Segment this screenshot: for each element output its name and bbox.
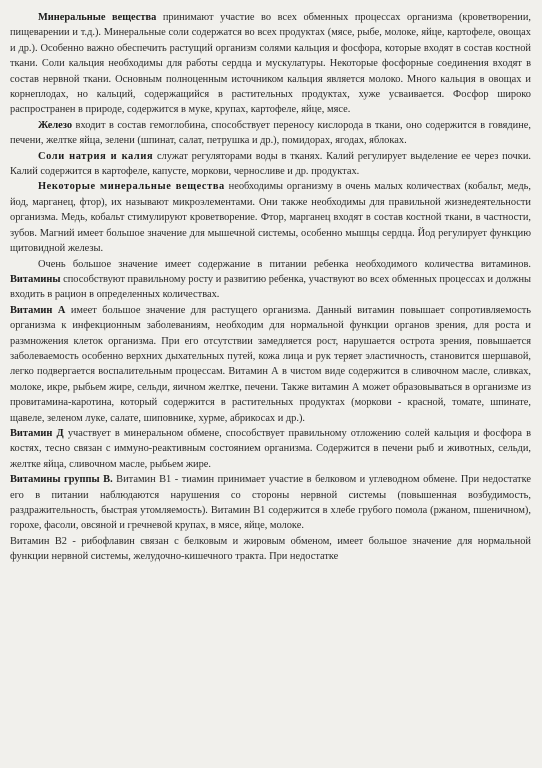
text-run: Витамин В1 - тиамин принимает участие в белковом и углеводном обмене. При недостатке его в питании наблюдаются нарушения со стороны нервной системы (повышенная возбудимость, раздражительность, быстрая утомляемость). Витамин В1 содержится в хлебе грубого помола (ржаном, пшеничном), горохе, фасоли, овсяной и гречневой крупах, в мясе, яйце, молоке.	[10, 474, 531, 532]
paragraph-vitamin-b	[10, 472, 531, 534]
text-run: имеет большое значение для растущего организма. Данный витамин повышает сопротивляемость организма к инфекционным заболеваниям, необходим для нормальной функции органов зрения, для роста и размножения клеток организма. При его отсутствии замедляется рост, нарушается острота зрения, повышается заболеваемость особенно верхних дыхательных путей, кожа лица и рук теряет эластичность, становится шершавой, легко подвергается воспалительным процессам. Витамин А в чистом виде содержится в сливочном масле, сливках, молоке, икре, рыбьем жире, сельди, яичном желтке, печени. Также витамин А может образовываться в организме из провитамина-каротина, который содержится в растительных продуктах (моркови - красной, томате, шпинате, щавеле, зеленом луке, салате, шиповнике, хурме, абрикосах и др.).	[10, 304, 531, 424]
bold-term: Минеральные вещества	[38, 12, 157, 23]
paragraph-microelements	[10, 179, 531, 256]
text-run: входит в состав гемоглобина, способствует переносу кислорода в ткани, оно содержится в говядине, печени, желтке яйца, зелени (шпинат, салат, петрушка и др.), помидорах, ягодах, яблоках.	[10, 119, 531, 147]
text-run: необходимы организму в очень малых количествах (кобальт, медь, йод, марганец, фтор), их называют микроэлементами. Они также необходимы для правильной жизнедеятельности организма. Медь, кобальт стимулируют кроветворение. Фтор, марганец входят в состав костной ткани, в частности, зубов. Магний имеет большое значение для мышечной системы, особенно мышцы сердца. Йод регулирует функцию щитовидной железы.	[10, 181, 531, 255]
bold-term: Некоторые минеральные вещества	[38, 181, 225, 193]
paragraph-vitamin-d	[10, 426, 531, 472]
paragraph-iron	[10, 118, 531, 149]
bold-term: Витамин Д	[10, 427, 64, 439]
paragraph-sodium-potassium	[10, 149, 531, 180]
text-run: принимают участие во всех обменных процессах организма (кроветворении, пищеварении и т.д.). Минеральные соли содержатся во всех продуктах (мясе, рыбе, молоке, яйце, картофеле, овощах и др.). Особенно важно обеспечить растущий организм солями кальция и фосфора, которые входят в состав костной ткани. Соли кальция необходимы для работы сердца и мускулатуры. Некоторые фосфорные соединения входят в состав нервной ткани. Основным полноценным источником кальция является молоко. Много кальция в овощах и корнеплодах, но кальций, содержащийся в растительных продуктах, хуже усваивается. Фосфор широко распространен в природе, содержится в муке, крупах, картофеле, яйце, мясе.	[10, 12, 531, 116]
bold-term: Железо	[38, 119, 73, 131]
paragraph-vitamin-b2	[10, 534, 531, 565]
text-run: Витамин В2 - рибофлавин связан с белковым и жировым обменом, имеет большое значение для нормальной функции нервной системы, желудочно-кишечного тракта. При недостатке	[10, 535, 531, 563]
text-run: способствуют правильному росту и развитию ребенка, участвуют во всех обменных процессах и должны входить в рацион в определенных количествах.	[10, 273, 531, 301]
bold-term: Витамины группы В.	[10, 474, 113, 486]
text-run: Очень большое значение имеет содержание в питании ребенка необходимого количества витаминов.	[38, 258, 531, 270]
bold-term: Витамины	[10, 273, 61, 285]
bold-term: Соли натрия и калия	[38, 150, 154, 162]
bold-term: Витамин А	[10, 304, 66, 316]
paragraph-vitamin-a	[10, 303, 531, 426]
paragraph-minerals	[10, 10, 531, 118]
text-run: участвует в минеральном обмене, способствует правильному отложению солей кальция и фосфора в костях, тесно связан с иммуно-реактивным состоянием организма. Содержится в печени рыб и животных, сельди, желтке яйца, сливочном масле, рыбьем жире.	[10, 427, 531, 470]
text-run: служат регуляторами воды в тканях. Калий регулирует выделение ее через почки. Калий содержится в картофеле, капусте, моркови, черносливе и др. продуктах.	[10, 150, 531, 178]
paragraph-vitamins	[10, 257, 531, 303]
